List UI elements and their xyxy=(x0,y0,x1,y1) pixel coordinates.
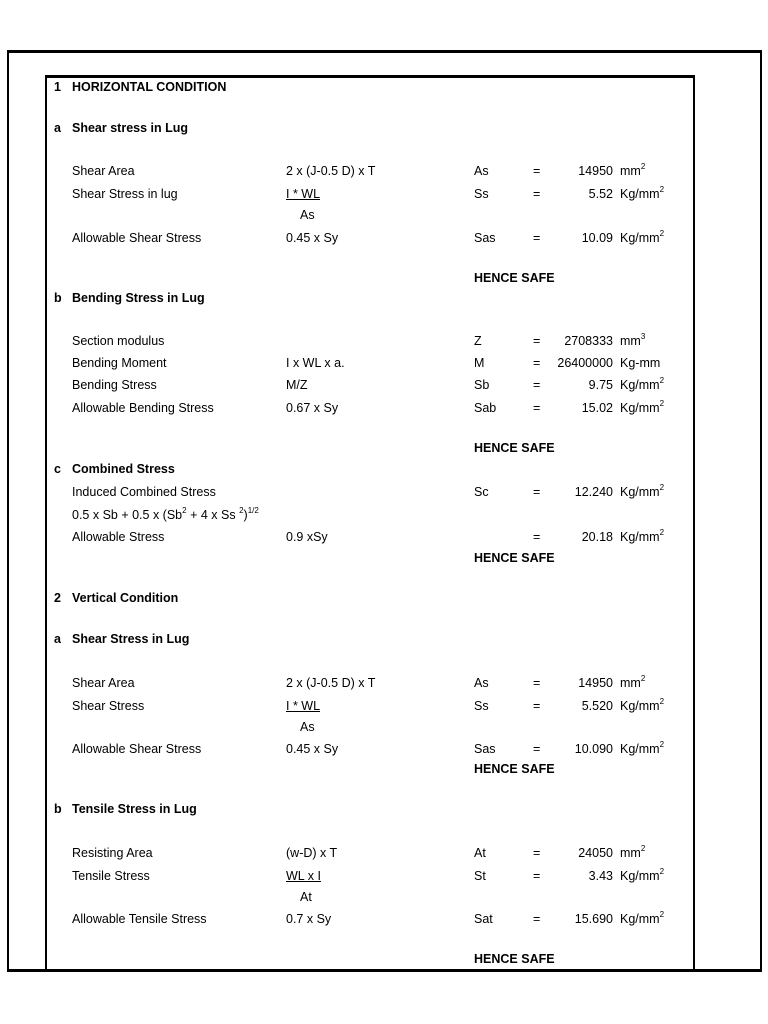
row-value: 14950 xyxy=(578,164,613,178)
row-symbol: Sas xyxy=(474,231,496,245)
row-symbol: Ss xyxy=(474,699,489,713)
row-unit: $Kg/mm^2$ xyxy=(620,376,665,392)
row-formula: 0.9 xSy xyxy=(286,530,328,544)
row-value: 15.690 xyxy=(574,912,613,926)
row-formula-denominator: As xyxy=(300,720,315,734)
row-equals: = xyxy=(533,356,541,370)
row-formula: M/Z xyxy=(286,378,308,392)
row-value: 26400000 xyxy=(557,356,613,370)
row-value: 2708333 xyxy=(564,334,613,348)
row-equals: = xyxy=(533,187,541,201)
row-label: Shear Stress xyxy=(72,699,145,713)
row-equals: = xyxy=(533,485,541,499)
row-formula-numerator: I * WL xyxy=(286,187,321,201)
row-value: 10.09 xyxy=(581,231,613,245)
row-value: 24050 xyxy=(578,846,613,860)
subsection-letter: c xyxy=(54,462,61,476)
row-label: Shear Stress in lug xyxy=(72,187,178,201)
row-value: 9.75 xyxy=(588,378,613,392)
hence-safe-note: HENCE SAFE xyxy=(474,441,555,455)
row-formula: 2 x (J-0.5 D) x T xyxy=(286,164,376,178)
section-number: 2 xyxy=(54,591,61,605)
row-equals: = xyxy=(533,676,541,690)
row-equals: = xyxy=(533,742,541,756)
row-label: Allowable Stress xyxy=(72,530,165,544)
box-top-rule xyxy=(45,75,695,78)
row-label: Shear Area xyxy=(72,676,135,690)
subsection-letter: b xyxy=(54,802,62,816)
subsection-letter: a xyxy=(54,121,61,135)
row-value: 12.240 xyxy=(574,485,613,499)
row-label: Allowable Tensile Stress xyxy=(72,912,207,926)
frame-top-rule xyxy=(7,50,762,53)
row-equals: = xyxy=(533,164,541,178)
row-value: 10.090 xyxy=(574,742,613,756)
row-unit: $Kg/mm^2$ xyxy=(620,483,665,499)
row-symbol: As xyxy=(474,164,489,178)
row-formula-denominator: At xyxy=(300,890,312,904)
row-equals: = xyxy=(533,912,541,926)
subsection-title: Combined Stress xyxy=(72,462,175,476)
row-symbol: Sat xyxy=(474,912,493,926)
section-title: Vertical Condition xyxy=(72,591,179,605)
row-label: Bending Moment xyxy=(72,356,167,370)
row-value: 5.52 xyxy=(588,187,613,201)
row-unit: $Kg/mm^2$ xyxy=(620,528,665,544)
row-unit: $Kg/mm^2$ xyxy=(620,867,665,883)
row-symbol: St xyxy=(474,869,486,883)
row-formula-denominator: As xyxy=(300,208,315,222)
row-value: 5.520 xyxy=(581,699,613,713)
row-label: Allowable Bending Stress xyxy=(72,401,214,415)
row-formula: I x WL x a. xyxy=(286,356,345,370)
row-formula: 0.45 x Sy xyxy=(286,742,339,756)
subsection-title: Bending Stress in Lug xyxy=(72,291,205,305)
row-formula: 0.7 x Sy xyxy=(286,912,332,926)
row-label: Bending Stress xyxy=(72,378,157,392)
box-left-rule xyxy=(45,75,47,972)
frame-left-rule xyxy=(7,50,9,972)
row-symbol: Ss xyxy=(474,187,489,201)
row-value: 20.18 xyxy=(581,530,613,544)
row-unit: $mm^2$ xyxy=(620,674,646,690)
row-unit: $Kg/mm^2$ xyxy=(620,910,665,926)
row-unit: $Kg/mm^2$ xyxy=(620,399,665,415)
row-unit: $Kg/mm^2$ xyxy=(620,185,665,201)
section-number: 1 xyxy=(54,80,61,94)
combined-stress-formula: 0.5 x Sb + 0.5 x ($Sb^2 + 4$ x Ss $^2$)$^{1/2}$ xyxy=(72,506,259,522)
row-equals: = xyxy=(533,231,541,245)
row-value: 15.02 xyxy=(581,401,613,415)
row-symbol: At xyxy=(474,846,486,860)
row-equals: = xyxy=(533,869,541,883)
row-equals: = xyxy=(533,530,541,544)
subsection-title: Shear stress in Lug xyxy=(72,121,189,135)
row-unit: $Kg/mm^2$ xyxy=(620,229,665,245)
row-symbol: Sas xyxy=(474,742,496,756)
hence-safe-note: HENCE SAFE xyxy=(474,551,555,565)
row-symbol: Sc xyxy=(474,485,489,499)
row-unit: $mm^2$ xyxy=(620,844,646,860)
section-title: HORIZONTAL CONDITION xyxy=(72,80,227,94)
row-symbol: As xyxy=(474,676,489,690)
row-symbol: Sb xyxy=(474,378,490,392)
row-label: Section modulus xyxy=(72,334,165,348)
row-label: Induced Combined Stress xyxy=(72,485,216,499)
row-label: Tensile Stress xyxy=(72,869,150,883)
row-label: Allowable Shear Stress xyxy=(72,231,202,245)
row-label: Shear Area xyxy=(72,164,135,178)
hence-safe-note: HENCE SAFE xyxy=(474,952,555,966)
row-equals: = xyxy=(533,378,541,392)
row-formula: 0.45 x Sy xyxy=(286,231,339,245)
row-unit: $mm^2$ xyxy=(620,162,646,178)
hence-safe-note: HENCE SAFE xyxy=(474,271,555,285)
subsection-title: Shear Stress in Lug xyxy=(72,632,190,646)
row-symbol: Sab xyxy=(474,401,497,415)
row-symbol: M xyxy=(474,356,485,370)
row-value: 3.43 xyxy=(588,869,613,883)
row-equals: = xyxy=(533,846,541,860)
subsection-letter: a xyxy=(54,632,61,646)
row-symbol: Z xyxy=(474,334,482,348)
frame-bottom-rule xyxy=(7,969,762,972)
row-equals: = xyxy=(533,401,541,415)
row-label: Allowable Shear Stress xyxy=(72,742,202,756)
row-unit: Kg-mm xyxy=(620,356,661,370)
row-unit: $mm^3$ xyxy=(620,332,646,348)
row-formula: 2 x (J-0.5 D) x T xyxy=(286,676,376,690)
box-right-rule xyxy=(693,75,695,972)
subsection-letter: b xyxy=(54,291,62,305)
row-equals: = xyxy=(533,699,541,713)
row-formula-numerator: WL x I xyxy=(286,869,321,883)
row-value: 14950 xyxy=(578,676,613,690)
subsection-title: Tensile Stress in Lug xyxy=(72,802,197,816)
row-formula: 0.67 x Sy xyxy=(286,401,339,415)
row-label: Resisting Area xyxy=(72,846,153,860)
row-unit: $Kg/mm^2$ xyxy=(620,740,665,756)
hence-safe-note: HENCE SAFE xyxy=(474,762,555,776)
row-formula-numerator: I * WL xyxy=(286,699,321,713)
row-unit: $Kg/mm^2$ xyxy=(620,697,665,713)
frame-right-rule xyxy=(760,50,762,972)
row-formula: (w-D) x T xyxy=(286,846,338,860)
row-equals: = xyxy=(533,334,541,348)
